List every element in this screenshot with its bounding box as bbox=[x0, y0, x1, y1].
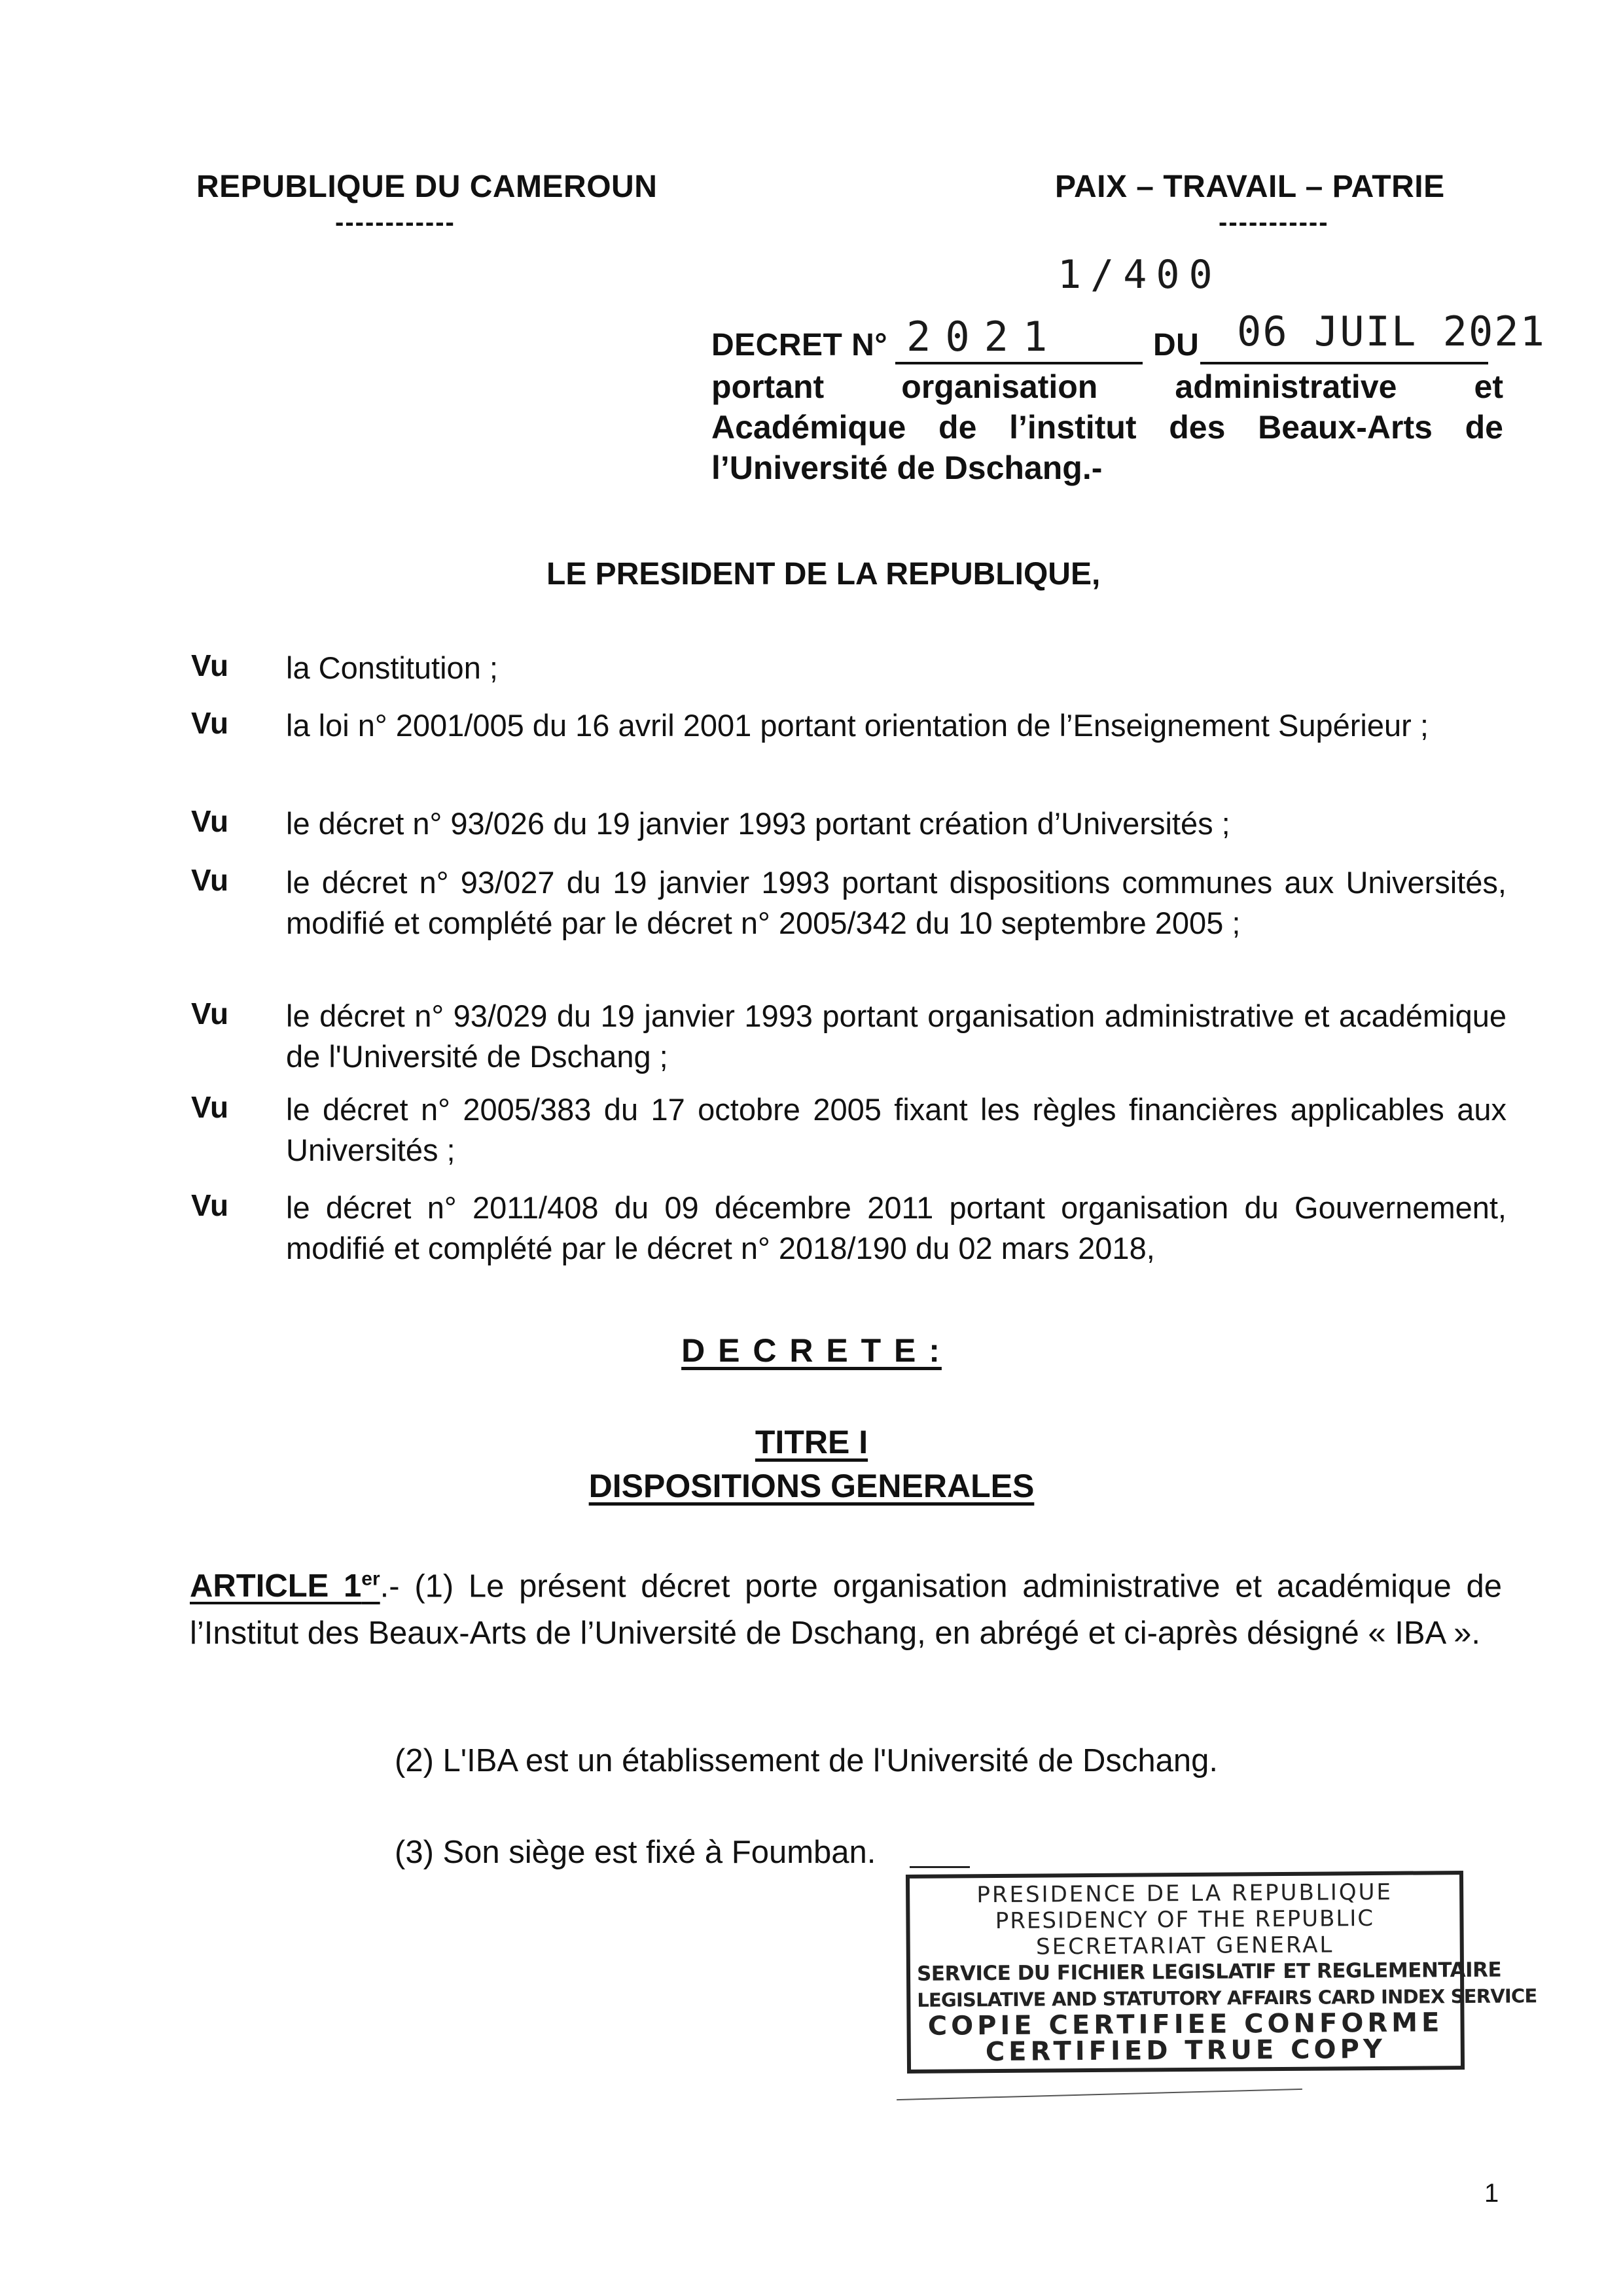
article-1-text: (1) Le présent décret porte organisation administrative et académique de l’Institut des Beaux-Arts de l’Université de Dschang, en abrégé et ci-après désigné « IBA ». bbox=[190, 1568, 1503, 1651]
stamp-signature-stroke bbox=[897, 2089, 1302, 2100]
decree-subject-line-2: Académique de l’institut des Beaux-Arts de bbox=[711, 409, 1503, 446]
stamp-line: PRESIDENCY OF THE REPUBLIC bbox=[995, 1905, 1375, 1935]
stamp-line: LEGISLATIVE AND STATUTORY AFFAIRS CARD INDEX SERVICE bbox=[917, 1985, 1537, 2011]
paragraph-3-underline bbox=[910, 1866, 970, 1868]
title-name: DISPOSITIONS GENERALES bbox=[588, 1468, 1035, 1504]
motto-divider: ----------- bbox=[1219, 208, 1329, 237]
stamp-line: COPIE CERTIFIEE CONFORME bbox=[927, 2007, 1444, 2041]
republic-title: REPUBLIQUE DU CAMEROUN bbox=[196, 169, 658, 204]
vu-label: Vu bbox=[191, 863, 229, 897]
consideration-text: le décret n° 93/027 du 19 janvier 1993 portant dispositions communes aux Universités, modifié et complété par le décret n° 2005/342 du 10 septembre 2005 ; bbox=[286, 865, 1507, 940]
vu-label: Vu bbox=[191, 706, 229, 740]
consideration-text: le décret n° 93/026 du 19 janvier 1993 portant création d’Universités ; bbox=[286, 806, 1230, 841]
decree-subject-line-1: portant organisation administrative et bbox=[711, 368, 1503, 405]
decree-number-underline bbox=[895, 362, 1143, 364]
president-heading: LE PRESIDENT DE LA REPUBLIQUE, bbox=[546, 557, 1101, 592]
decrete-heading: D E C R E T E : bbox=[681, 1332, 942, 1369]
vu-label: Vu bbox=[191, 648, 229, 682]
article-1-paragraph-3: (3) Son siège est fixé à Foumban. bbox=[395, 1835, 876, 1870]
consideration-item bbox=[191, 705, 1507, 746]
date-label: DU bbox=[1153, 328, 1200, 362]
vu-label: Vu bbox=[191, 1188, 229, 1222]
title-number: TITRE I bbox=[755, 1424, 868, 1460]
decree-date-handwritten: 06 JUIL 2021 bbox=[1237, 308, 1546, 355]
decree-number-handwritten: 2021 bbox=[906, 313, 1062, 361]
stamp-line: CERTIFIED TRUE COPY bbox=[985, 2034, 1386, 2068]
decree-number-handwritten-top: 1/400 bbox=[1058, 252, 1222, 298]
consideration-item bbox=[191, 996, 1507, 1077]
consideration-text: le décret n° 93/029 du 19 janvier 1993 portant organisation administrative et académique de l'Université de Dschang ; bbox=[286, 998, 1507, 1074]
decree-date-underline bbox=[1200, 362, 1488, 364]
consideration-text: la Constitution ; bbox=[286, 650, 498, 685]
consideration-text: le décret n° 2005/383 du 17 octobre 2005 fixant les règles financières applicables aux Universités ; bbox=[286, 1092, 1507, 1167]
article-1-paragraph-1: ARTICLE 1er.- (1) Le présent décret porte organisation administrative et académique de l’Institut des Beaux-Arts de l’Université de Dschang, en abrégé et ci-après désigné « IBA ». bbox=[190, 1568, 1503, 1651]
vu-label: Vu bbox=[191, 804, 229, 838]
consideration-item bbox=[191, 862, 1507, 944]
motto: PAIX – TRAVAIL – PATRIE bbox=[1055, 169, 1445, 204]
vu-label: Vu bbox=[191, 1090, 229, 1124]
consideration-text: la loi n° 2001/005 du 16 avril 2001 portant orientation de l’Enseignement Supérieur ; bbox=[286, 708, 1429, 743]
republic-divider: ------------ bbox=[335, 208, 455, 237]
consideration-text: le décret n° 2011/408 du 09 décembre 2011 portant organisation du Gouvernement, modifié et complété par le décret n° 2018/190 du 02 mars 2018, bbox=[286, 1190, 1507, 1265]
article-1-label: ARTICLE 1er bbox=[190, 1568, 380, 1604]
decree-subject-line-3: l’Université de Dschang.- bbox=[711, 450, 1103, 486]
decree-label: DECRET N° bbox=[711, 328, 888, 362]
stamp-line: PRESIDENCE DE LA REPUBLIQUE bbox=[976, 1879, 1393, 1909]
consideration-item bbox=[191, 1188, 1507, 1269]
stamp-line: SECRETARIAT GENERAL bbox=[1035, 1932, 1334, 1960]
article-1-paragraph-2: (2) L'IBA est un établissement de l'Université de Dschang. bbox=[395, 1743, 1218, 1778]
certified-copy-stamp bbox=[906, 1871, 1537, 2074]
consideration-item bbox=[191, 804, 1507, 844]
page-number: 1 bbox=[1484, 2179, 1499, 2208]
consideration-item bbox=[191, 1089, 1507, 1171]
stamp-line: SERVICE DU FICHIER LEGISLATIF ET REGLEMENTAIRE bbox=[916, 1958, 1502, 1986]
vu-label: Vu bbox=[191, 997, 229, 1031]
consideration-item bbox=[191, 648, 1507, 688]
